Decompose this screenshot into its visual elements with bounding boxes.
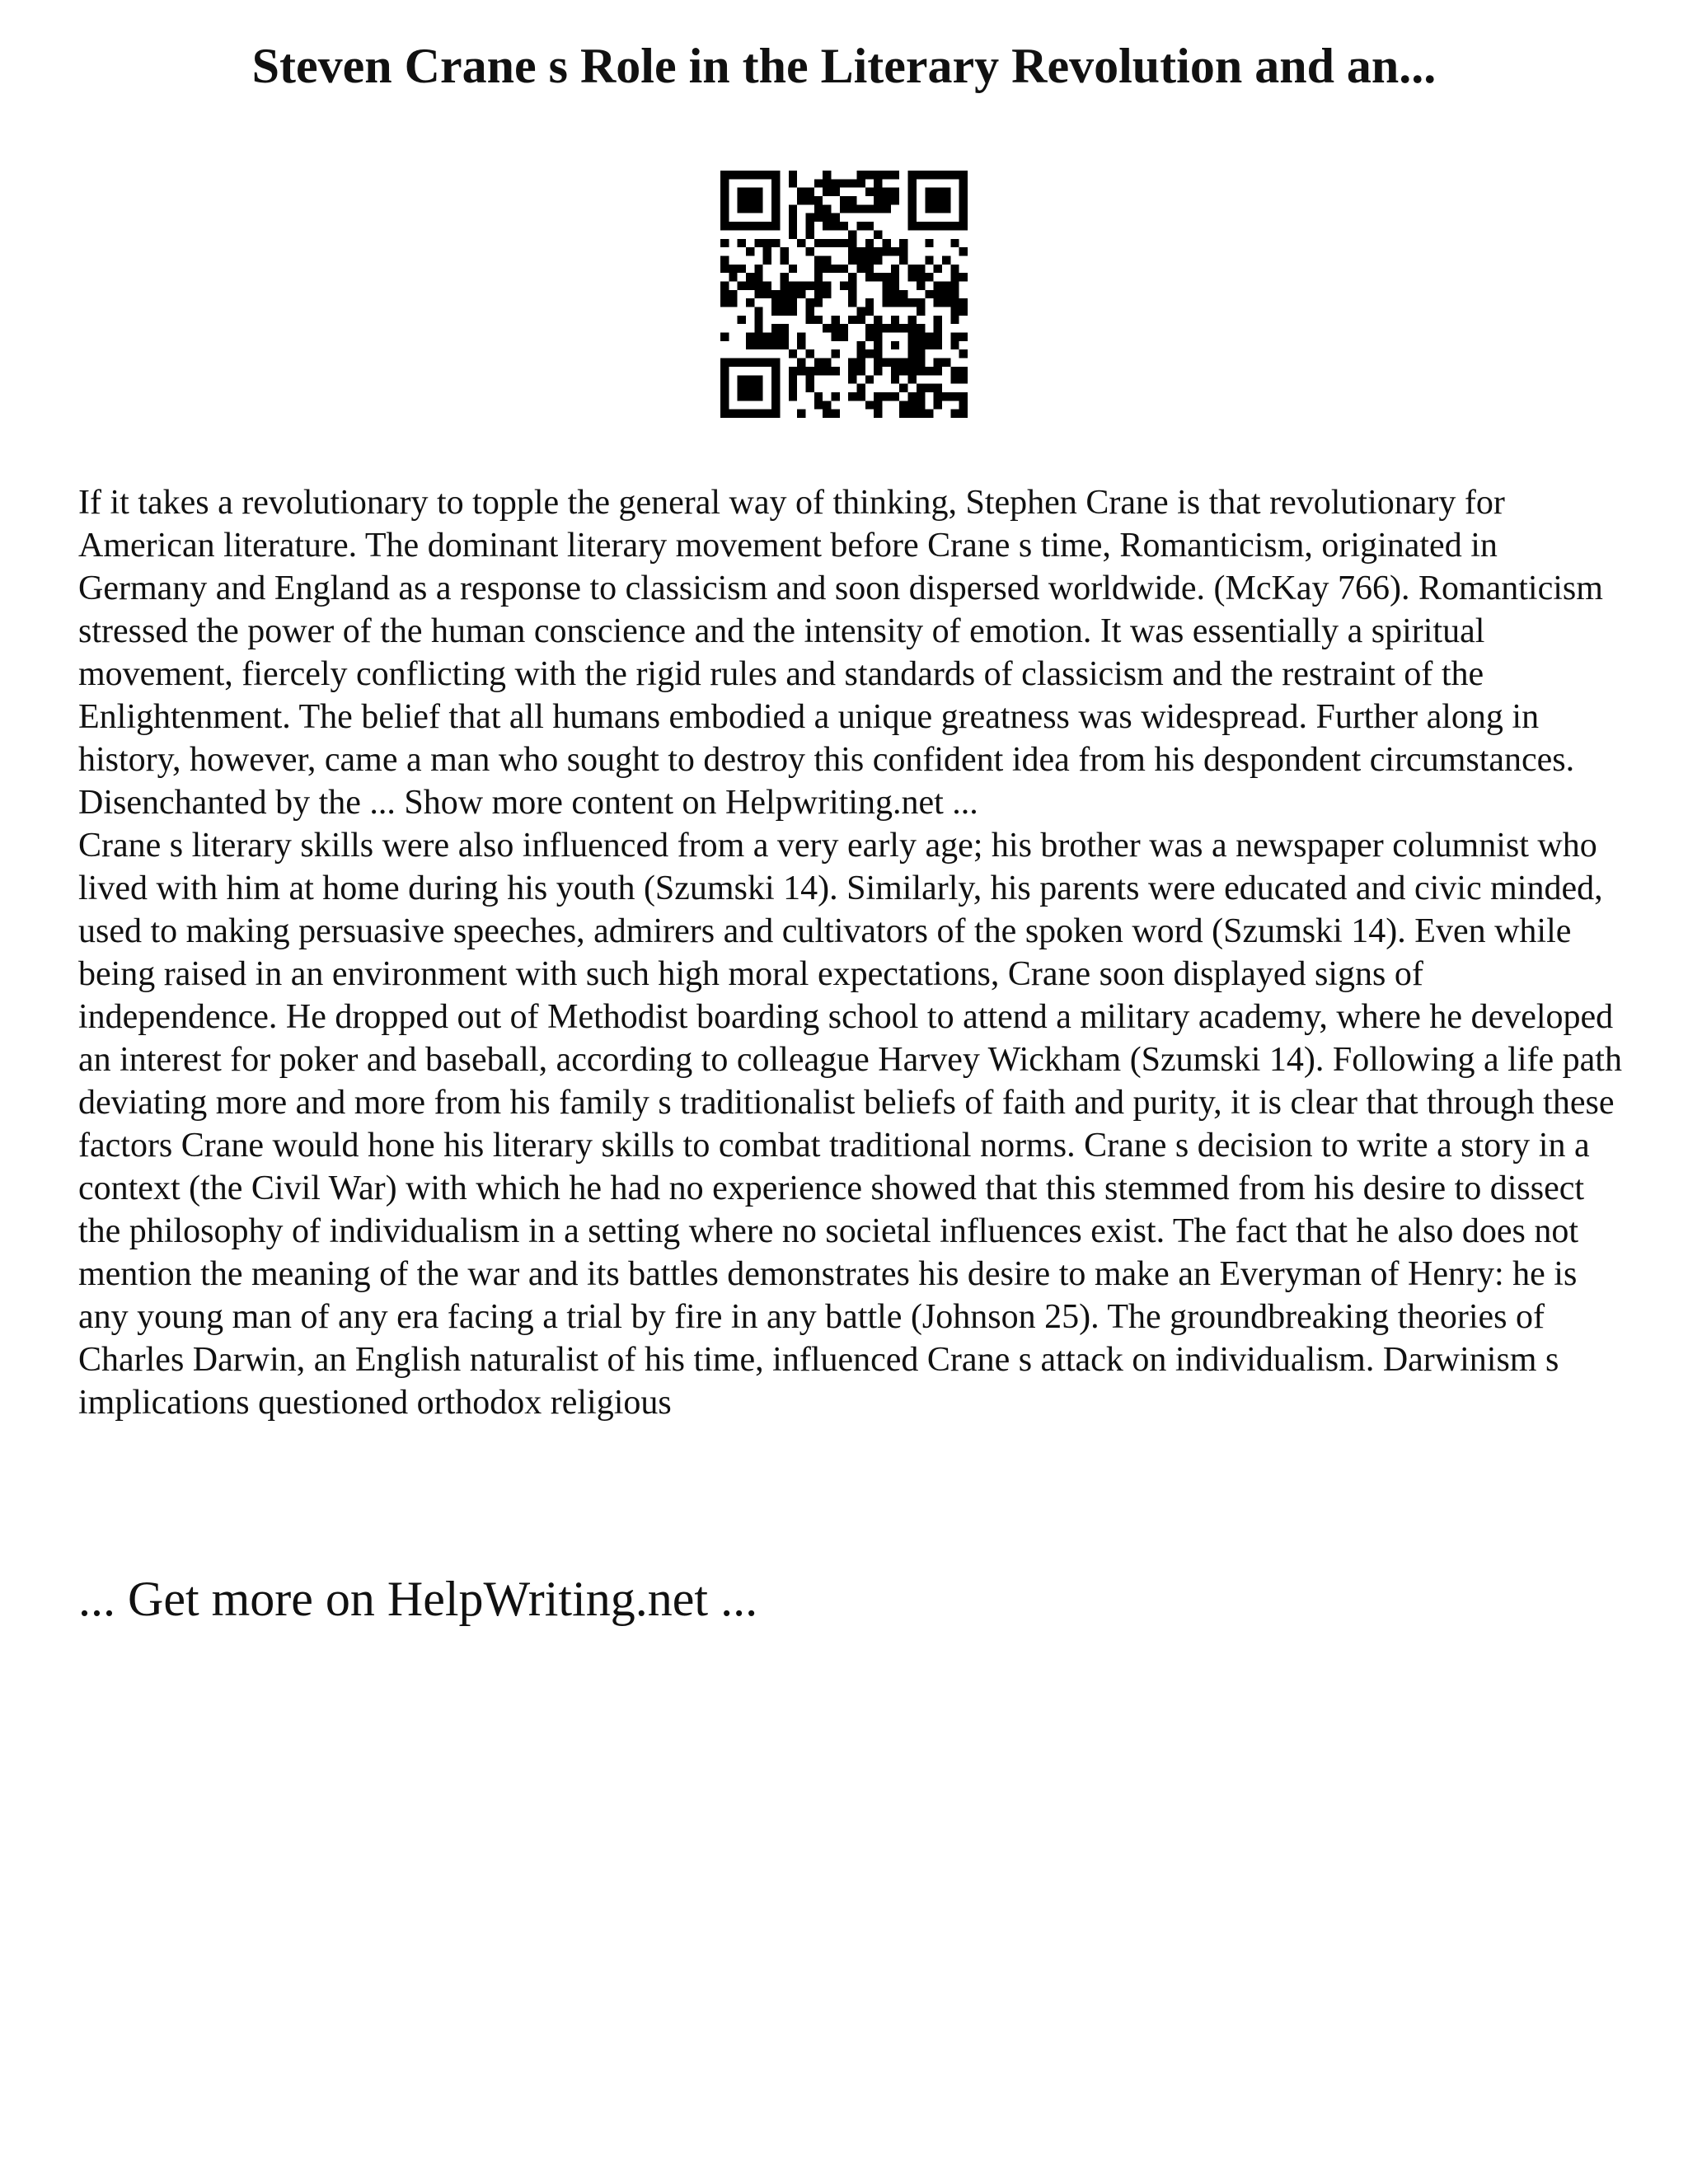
qr-code-graphic: [720, 171, 968, 418]
qr-modules: [720, 171, 968, 418]
document-body: [78, 481, 1628, 1424]
qr-code-icon: [720, 171, 968, 418]
paragraph-2: Crane s literary skills were also influenced from a very early age; his brother was a newspaper columnist who lived with him at home during his youth (Szumski 14). Similarly, his parents were educated and civic minded, used to making persuasive speeches, admirers and cultivators of the spoken word (Szumski 14). Even while being raised in an environment with such high moral expectations, Crane soon displayed signs of independence. He dropped out of Methodist boarding school to attend a military academy, where he developed an interest for poker and baseball, according to colleague Harvey Wickham (Szumski 14). Following a life path deviating more and more from his family s traditionalist beliefs of faith and purity, it is clear that through these factors Crane would hone his literary skills to combat traditional norms. Crane s decision to write a story in a context (the Civil War) with which he had no experience showed that this stemmed from his desire to dissect the philosophy of individualism in a setting where no societal influences exist. The fact that he also does not mention the meaning of the war and its battles demonstrates his desire to make an Everyman of Henry: he is any young man of any era facing a trial by fire in any battle (Johnson 25). The groundbreaking theories of Charles Darwin, an English naturalist of his time, influenced Crane s attack on individualism. Darwinism s implications questioned orthodox religious: [78, 827, 1622, 1422]
get-more-link[interactable]: ... Get more on HelpWriting.net ...: [78, 1572, 758, 1626]
page-title: Steven Crane s Role in the Literary Revolution and an...: [251, 39, 1437, 93]
paragraph-1: If it takes a revolutionary to topple the general way of thinking, Stephen Crane is that revolutionary for American literature. The dominant literary movement before Crane s time, Romanticism, originated in Germany and England as a response to classicism and soon dispersed worldwide. (McKay 766). Romanticism stressed the power of the human conscience and the intensity of emotion. It was essentially a spiritual movement, fiercely conflicting with the rigid rules and standards of classicism and the restraint of the Enlightenment. The belief that all humans embodied a unique greatness was widespread. Further along in history, however, came a man who sought to destroy this confident idea from his despondent circumstances. Disenchanted by the ... Show more content on Helpwriting.net ...: [78, 484, 1603, 822]
